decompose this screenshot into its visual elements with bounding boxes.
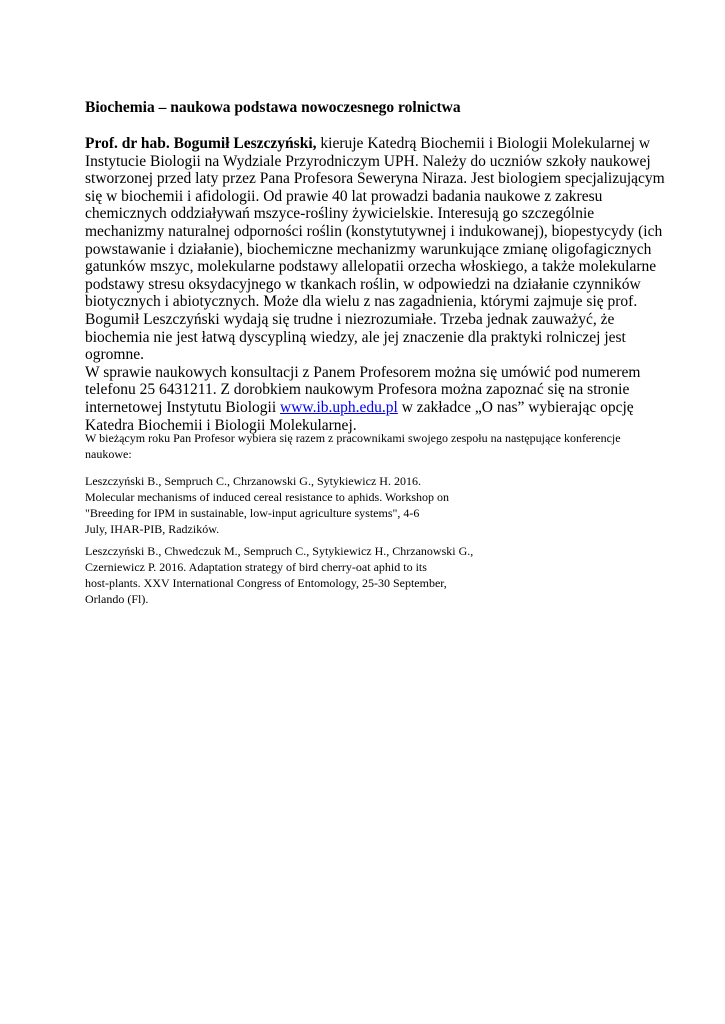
document-title: Biochemia – naukowa podstawa nowoczesnego rolnictwa [85,99,461,116]
website-line [85,399,645,417]
intro-line: naukowe: [85,447,132,461]
reference-line: "Breeding for IPM in sustainable, low-input agriculture systems", 4-6 [85,506,420,520]
reference-entry [85,543,685,607]
bio-line: Bogumił Leszczyński wydają się trudne i niezrozumiałe. Trzeba jednak zauważyć, że [85,310,615,328]
contact-line: W sprawie naukowych konsultacji z Panem Profesorem można się umówić pod numerem [85,363,641,381]
professor-name: Prof. dr hab. Bogumił Leszczyński, [85,135,317,152]
bio-line: Instytucie Biologii na Wydziale Przyrodniczym UPH. Należy do uczniów szkoły naukowej [85,152,651,170]
contact-line: telefonu 25 6431211. Z dorobkiem naukowym Profesora można zapoznać się na stronie [85,381,630,399]
reference-entry [85,473,685,537]
link-prefix: internetowej Instytutu Biologii [85,398,281,416]
contact-line: Katedra Biochemii i Biologii Molekularnej. [85,416,357,434]
reference-line: Leszczyński B., Sempruch C., Chrzanowski G., Sytykiewicz H. 2016. [85,474,421,488]
institute-website-link[interactable]: www.ib.uph.edu.pl [280,398,398,416]
bio-line: chemicznych oddziaływań mszyce-rośliny żywicielskie. Interesują go szczególnie [85,205,595,223]
reference-line: July, IHAR-PIB, Radzików. [85,522,220,536]
bio-paragraph [85,135,665,434]
reference-line: Leszczyński B., Chwedczuk M., Sempruch C., Sytykiewicz H., Chrzanowski G., [85,544,474,558]
bio-line: biotycznych i abiotycznych. Może dla wielu z nas zagadnienia, którymi zajmuje się prof. [85,293,638,311]
bio-line: stworzonej przed laty przez Pana Profesora Seweryna Niraza. Jest biologiem specjalizującym [85,170,665,188]
conferences-intro [85,430,685,462]
bio-line [85,135,651,153]
bio-line: gatunków mszyc, molekularne podstawy allelopatii orzecha włoskiego, a także molekularne [85,258,657,276]
intro-line: W bieżącym roku Pan Profesor wybiera się razem z pracownikami swojego zespołu na następujące konferencje [85,431,621,445]
reference-line: Czerniewicz P. 2016. Adaptation strategy of bird cherry-oat aphid to its [85,560,427,574]
reference-line: Orlando (Fl). [85,592,149,606]
reference-line: Molecular mechanisms of induced cereal resistance to aphids. Workshop on [85,490,450,504]
reference-line: host-plants. XXV International Congress of Entomology, 25-30 September, [85,576,447,590]
bio-line: się w biochemii i afidologii. Od prawie 40 lat prowadzi badania naukowe z zakresu [85,187,603,205]
bio-line: powstawanie i działanie), biochemiczne mechanizmy warunkujące zmianę oligofagicznych [85,240,652,258]
link-suffix: w zakładce „O nas” wybierając opcję [397,398,634,416]
bio-line-text: kieruje Katedrą Biochemii i Biologii Molekularnej w [316,135,651,152]
bio-line: ogromne. [85,346,144,364]
bio-line: mechanizmy naturalnej odporności roślin (konstytutywnej i indukowanej), biopestycydy (ich [85,222,663,240]
bio-line: podstawy stresu oksydacyjnego w tkankach roślin, w odpowiedzi na działanie czynników [85,275,641,293]
bio-line: biochemia nie jest łatwą dyscypliną wiedzy, ale jej znaczenie dla praktyki rolniczej jest [85,328,626,346]
